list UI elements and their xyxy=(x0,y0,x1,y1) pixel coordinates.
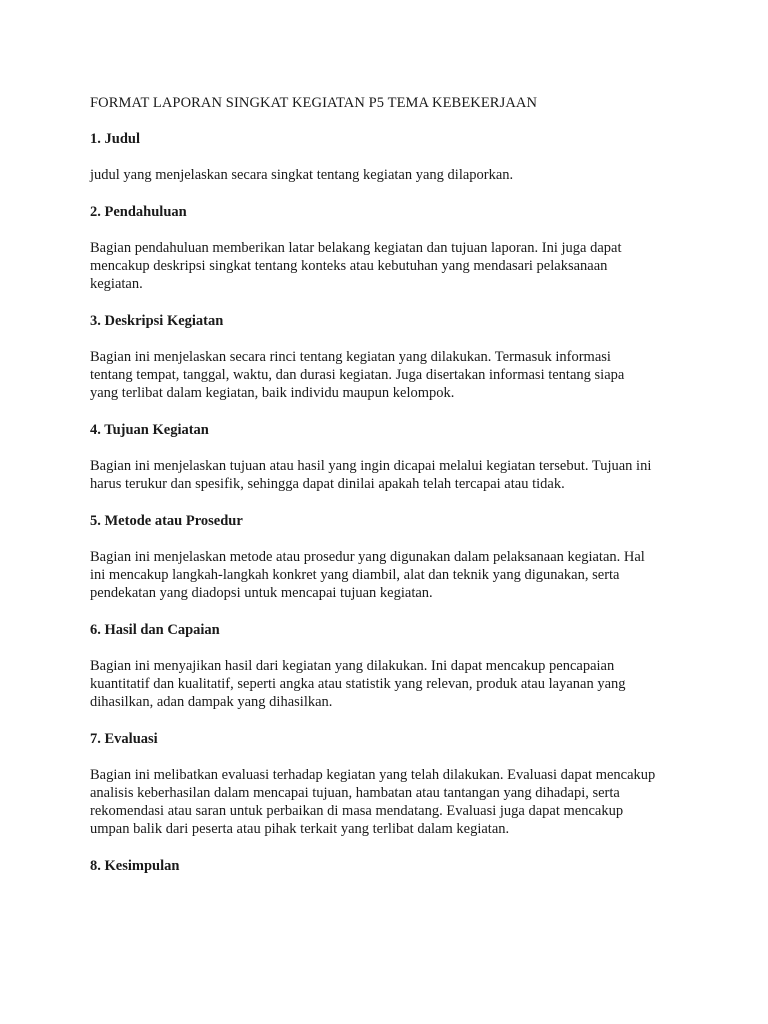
section-metode-prosedur xyxy=(90,512,690,602)
body-line: Bagian ini menyajikan hasil dari kegiatan yang dilakukan. Ini dapat mencakup pencapaian xyxy=(90,658,615,674)
section-heading: 6. Hasil dan Capaian xyxy=(90,622,220,638)
body-line: Bagian pendahuluan memberikan latar belakang kegiatan dan tujuan laporan. Ini juga dapat xyxy=(90,240,622,256)
body-line: mencakup deskripsi singkat tentang konteks atau kebutuhan yang mendasari pelaksanaan xyxy=(90,258,608,274)
body-line: Bagian ini melibatkan evaluasi terhadap kegiatan yang telah dilakukan. Evaluasi dapat mencakup xyxy=(90,767,656,783)
body-line: Bagian ini menjelaskan tujuan atau hasil yang ingin dicapai melalui kegiatan tersebut. Tujuan ini xyxy=(90,458,652,474)
body-line: dihasilkan, adan dampak yang dihasilkan. xyxy=(90,694,333,710)
section-body xyxy=(90,457,690,493)
body-line: rekomendasi atau saran untuk perbaikan di masa mendatang. Evaluasi juga dapat mencakup xyxy=(90,803,624,819)
section-heading: 1. Judul xyxy=(90,131,140,147)
body-line: tentang tempat, tanggal, waktu, dan durasi kegiatan. Juga disertakan informasi tentang siapa xyxy=(90,367,625,383)
body-line: judul yang menjelaskan secara singkat tentang kegiatan yang dilaporkan. xyxy=(90,167,514,183)
document-title: FORMAT LAPORAN SINGKAT KEGIATAN P5 TEMA KEBEKERJAAN xyxy=(90,95,538,111)
body-line: pendekatan yang diadopsi untuk mencapai tujuan kegiatan. xyxy=(90,585,433,601)
section-body xyxy=(90,657,690,711)
section-pendahuluan xyxy=(90,203,690,293)
section-heading: 3. Deskripsi Kegiatan xyxy=(90,313,224,329)
section-kesimpulan xyxy=(90,857,690,875)
section-heading: 8. Kesimpulan xyxy=(90,858,180,874)
body-line: harus terukur dan spesifik, sehingga dapat dinilai apakah telah tercapai atau tidak. xyxy=(90,476,565,492)
section-body xyxy=(90,348,690,402)
section-judul xyxy=(90,130,690,184)
section-body xyxy=(90,166,690,184)
body-line: Bagian ini menjelaskan secara rinci tentang kegiatan yang dilakukan. Termasuk informasi xyxy=(90,349,611,365)
section-heading: 4. Tujuan Kegiatan xyxy=(90,422,209,438)
body-line: Bagian ini menjelaskan metode atau prosedur yang digunakan dalam pelaksanaan kegiatan. Hal xyxy=(90,549,645,565)
section-heading: 5. Metode atau Prosedur xyxy=(90,513,243,529)
body-line: kuantitatif dan kualitatif, seperti angka atau statistik yang relevan, produk atau layanan yang xyxy=(90,676,626,692)
section-heading: 7. Evaluasi xyxy=(90,731,158,747)
body-line: yang terlibat dalam kegiatan, baik individu maupun kelompok. xyxy=(90,385,455,401)
document-page xyxy=(90,94,690,893)
section-body xyxy=(90,548,690,602)
section-evaluasi xyxy=(90,730,690,838)
section-tujuan-kegiatan xyxy=(90,421,690,493)
section-body xyxy=(90,766,690,838)
body-line: ini mencakup langkah-langkah konkret yang diambil, alat dan teknik yang digunakan, serta xyxy=(90,567,620,583)
body-line: kegiatan. xyxy=(90,276,143,292)
section-heading: 2. Pendahuluan xyxy=(90,204,187,220)
body-line: umpan balik dari peserta atau pihak terkait yang terlibat dalam kegiatan. xyxy=(90,821,510,837)
section-hasil-capaian xyxy=(90,621,690,711)
body-line: analisis keberhasilan dalam mencapai tujuan, hambatan atau tantangan yang dihadapi, serta xyxy=(90,785,620,801)
section-body xyxy=(90,239,690,293)
section-deskripsi-kegiatan xyxy=(90,312,690,402)
